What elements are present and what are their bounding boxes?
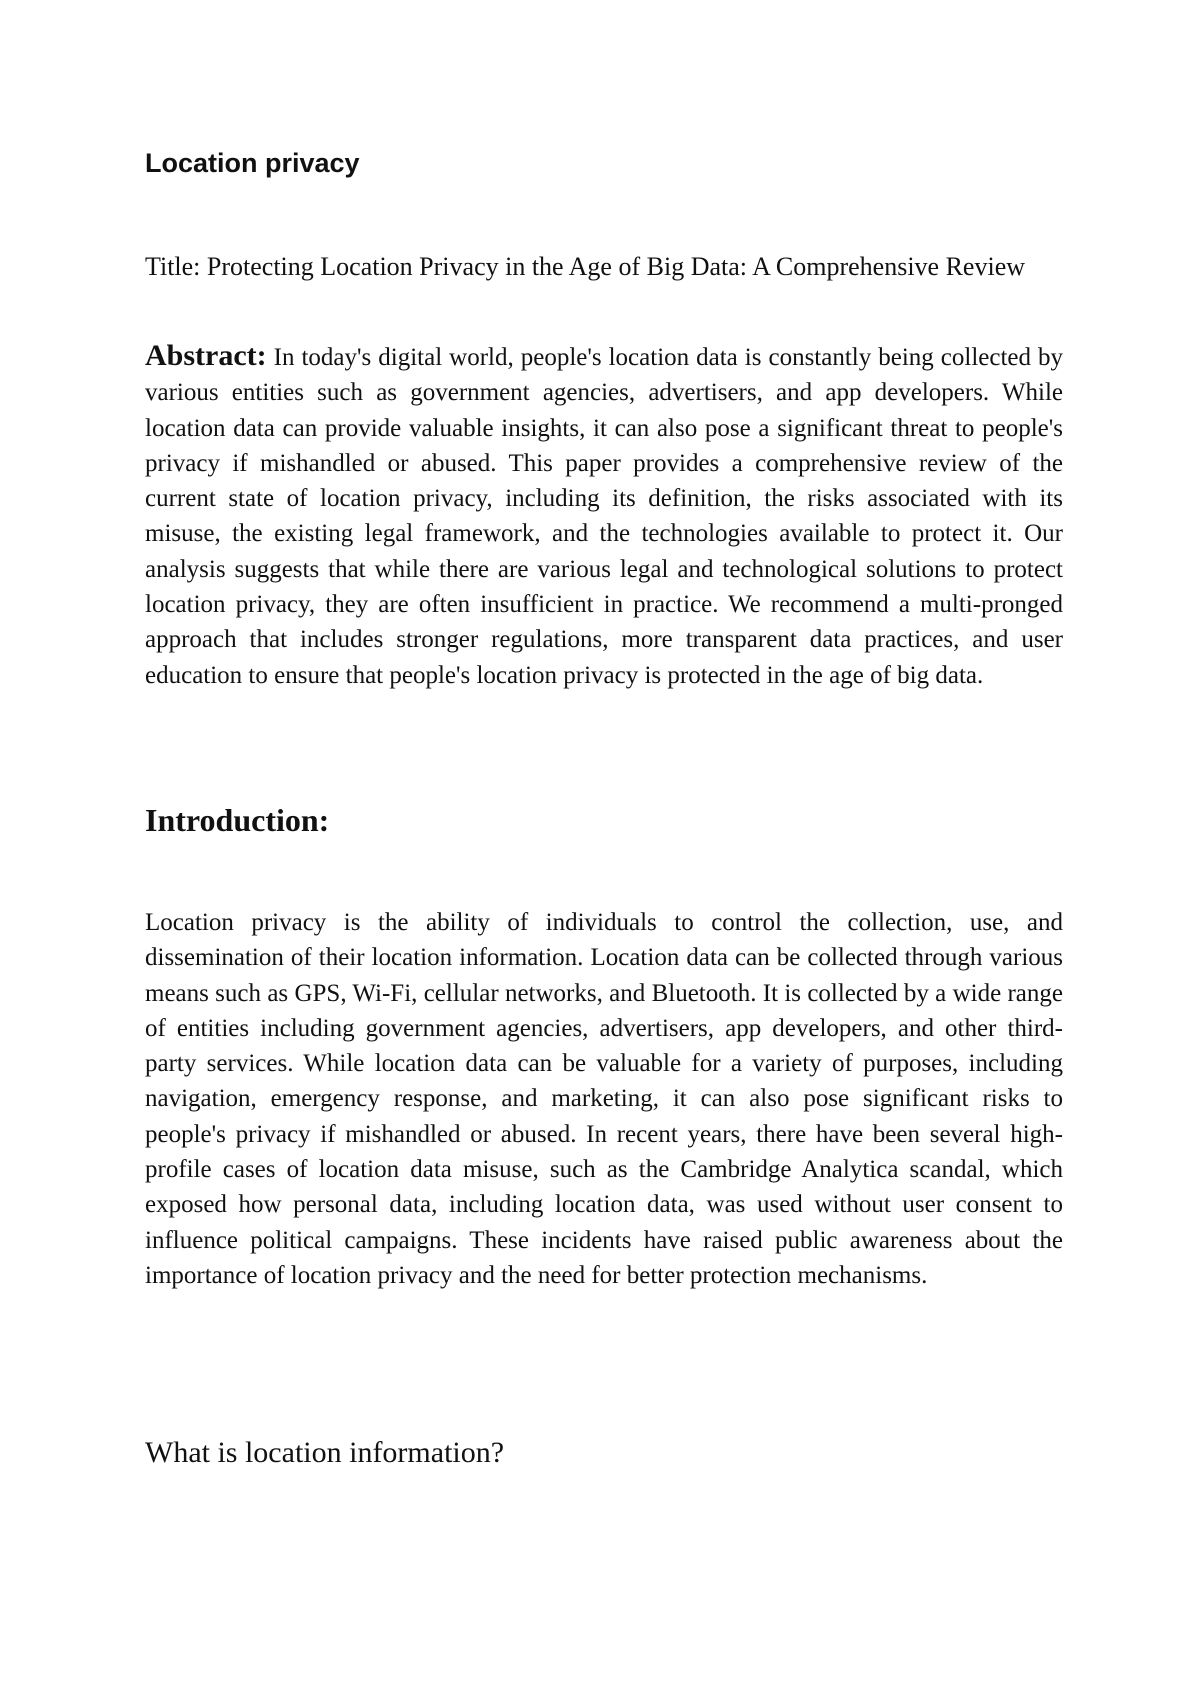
- abstract-label: Abstract:: [145, 339, 267, 372]
- paper-title: Title: Protecting Location Privacy in the Age of Big Data: A Comprehensive Review: [145, 252, 1026, 281]
- location-information-heading: What is location information?: [145, 1436, 505, 1469]
- abstract-paragraph: [145, 338, 1063, 693]
- introduction-heading: Introduction:: [145, 802, 330, 838]
- abstract-text: In today's digital world, people's location data is constantly being collected by various entities such as government agencies, advertisers, and app developers. While location data can provide valuable insights, it can also pose a significant threat to people's privacy if mishandled or abused. This paper provides a comprehensive review of the current state of location privacy, including its definition, the risks associated with its misuse, the existing legal framework, and the technologies available to protect it. Our analysis suggests that while there are various legal and technological solutions to protect location privacy, they are often insufficient in practice. We recommend a multi-pronged approach that includes stronger regulations, more transparent data practices, and user education to ensure that people's location privacy is protected in the age of big data.: [145, 344, 1064, 689]
- document-heading: Location privacy: [145, 148, 360, 178]
- introduction-paragraph: Location privacy is the ability of individuals to control the collection, use, and dissemination of their location information. Location data can be collected through various means such as GPS, Wi-Fi, cellular networks, and Bluetooth. It is collected by a wide range of entities including government agencies, advertisers, app developers, and other third-party services. While location data can be valuable for a variety of purposes, including navigation, emergency response, and marketing, it can also pose significant risks to people's privacy if mishandled or abused. In recent years, there have been several high-profile cases of location data misuse, such as the Cambridge Analytica scandal, which exposed how personal data, including location data, was used without user consent to influence political campaigns. These incidents have raised public awareness about the importance of location privacy and the need for better protection mechanisms.: [145, 909, 1063, 1289]
